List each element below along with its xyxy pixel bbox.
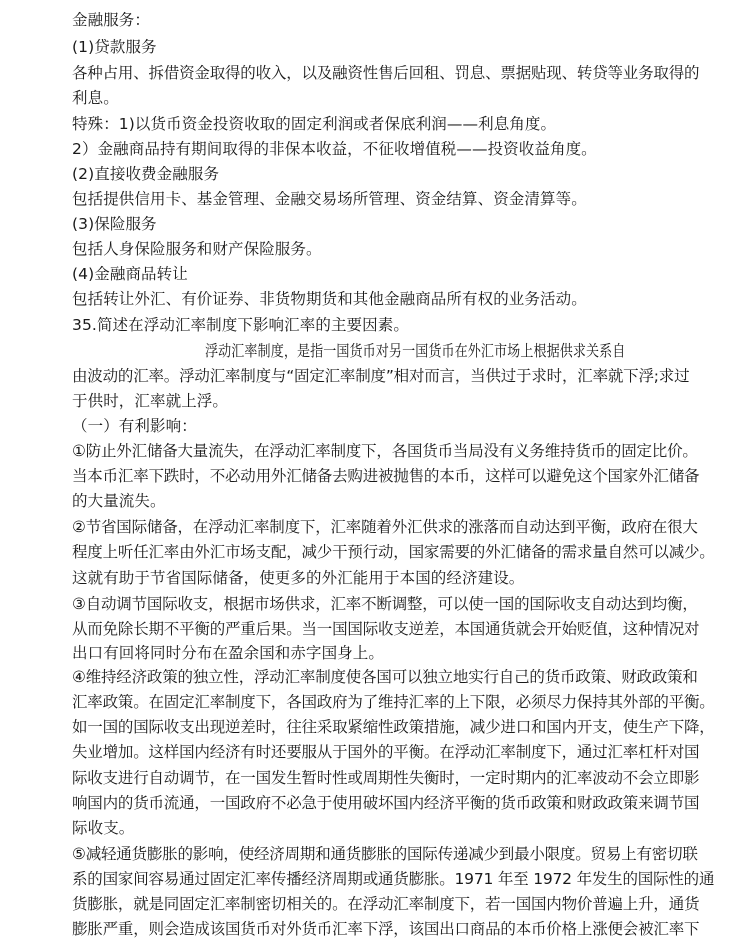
text-line: ④维持经济政策的独立性，浮动汇率制度使各国可以独立地实行自己的货币政策、财政政策和 <box>72 668 698 686</box>
text-line: 于供时，汇率就上浮。 <box>72 392 229 410</box>
text-line: 当本币汇率下跌时，不必动用外汇储备去购进被抛售的本币，这样可以避免这个国家外汇储备 <box>72 467 700 485</box>
text-line: ②节省国际储备，在浮动汇率制度下，汇率随着外汇供求的涨落而自动达到平衡，政府在很大 <box>72 518 698 536</box>
text-line: 浮动汇率制度，是指一国货币对另一国货币在外汇市场上根据供求关系自 <box>205 342 626 360</box>
text-line: 包括转让外汇、有价证券、非货物期货和其他金融商品所有权的业务活动。 <box>72 290 587 308</box>
text-line: 金融服务： <box>72 11 151 29</box>
text-line: 包括人身保险服务和财产保险服务。 <box>72 240 322 258</box>
text-line: 货膨胀，就是同固定汇率制密切相关的。在浮动汇率制度下，若一国国内物价普遍上升，通货 <box>72 895 700 913</box>
text-line: 特殊：1)以货币资金投资收取的固定利润或者保底利润——利息角度。 <box>72 115 557 133</box>
text-line: (2)直接收费金融服务 <box>72 165 220 183</box>
text-line: (1)贷款服务 <box>72 38 157 56</box>
text-line: (3)保险服务 <box>72 215 157 233</box>
text-line: 2）金融商品持有期间取得的非保本收益，不征收增值税——投资收益角度。 <box>72 140 597 158</box>
text-line: ①防止外汇储备大量流失，在浮动汇率制度下，各国货币当局没有义务维持货币的固定比价。 <box>72 442 698 460</box>
text-line: 际收支进行自动调节，在一国发生暂时性或周期性失衡时，一定时期内的汇率波动不会立即影 <box>72 769 700 787</box>
text-line: （一）有利影响： <box>72 417 197 435</box>
text-line: 出口有回将同时分布在盈余国和赤字国身上。 <box>72 644 385 662</box>
text-line: 这就有助于节省国际储备，使更多的外汇能用于本国的经济建设。 <box>72 569 525 587</box>
text-line: 汇率政策。在固定汇率制度下，各国政府为了维持汇率的上下限，必须尽力保持其外部的平衡。 <box>72 693 715 711</box>
text-line: 利息。 <box>72 89 119 107</box>
text-line: ⑤减轻通货膨胀的影响，使经济周期和通货膨胀的国际传递减少到最小限度。贸易上有密切联 <box>72 845 698 863</box>
text-line: ③自动调节国际收支，根据市场供求，汇率不断调整，可以使一国的国际收支自动达到均衡， <box>72 595 698 613</box>
text-line: 包括提供信用卡、基金管理、金融交易场所管理、资金结算、资金清算等。 <box>72 190 587 208</box>
text-line: 35.简述在浮动汇率制度下影响汇率的主要因素。 <box>72 316 409 334</box>
text-line: 际收支。 <box>72 819 135 837</box>
text-line: 的大量流失。 <box>72 492 166 510</box>
text-line: 响国内的货币流通，一国政府不必急于使用破坏国内经济平衡的货币政策和财政政策来调节国 <box>72 794 700 812</box>
text-line: 膨胀严重，则会造成该国货币对外货币汇率下浮，该国出口商品的本币价格上涨便会被汇率下 <box>72 920 700 938</box>
text-line: 程度上听任汇率由外汇市场支配，减少干预行动，国家需要的外汇储备的需求量自然可以减少。 <box>72 543 715 561</box>
text-line: 各种占用、拆借资金取得的收入，以及融资性售后回租、罚息、票据贴现、转贷等业务取得的 <box>72 64 700 82</box>
text-line: 失业增加。这样国内经济有时还要服从于国外的平衡。在浮动汇率制度下，通过汇率杠杆对国 <box>72 743 700 761</box>
text-line: (4)金融商品转让 <box>72 265 188 283</box>
text-line: 系的国家间容易通过固定汇率传播经济周期或通货膨胀。1971 年至 1972 年发生的国际性的通 <box>72 870 715 888</box>
text-line: 由波动的汇率。浮动汇率制度与“固定汇率制度”相对而言，当供过于求时，汇率就下浮;求过 <box>72 367 690 385</box>
text-line: 从而免除长期不平衡的严重后果。当一国国际收支逆差，本国通货就会开始贬值，这种情况对 <box>72 620 700 638</box>
text-line: 如一国的国际收支出现逆差时，往往采取紧缩性政策措施，减少进口和国内开支，使生产下降， <box>72 718 715 736</box>
